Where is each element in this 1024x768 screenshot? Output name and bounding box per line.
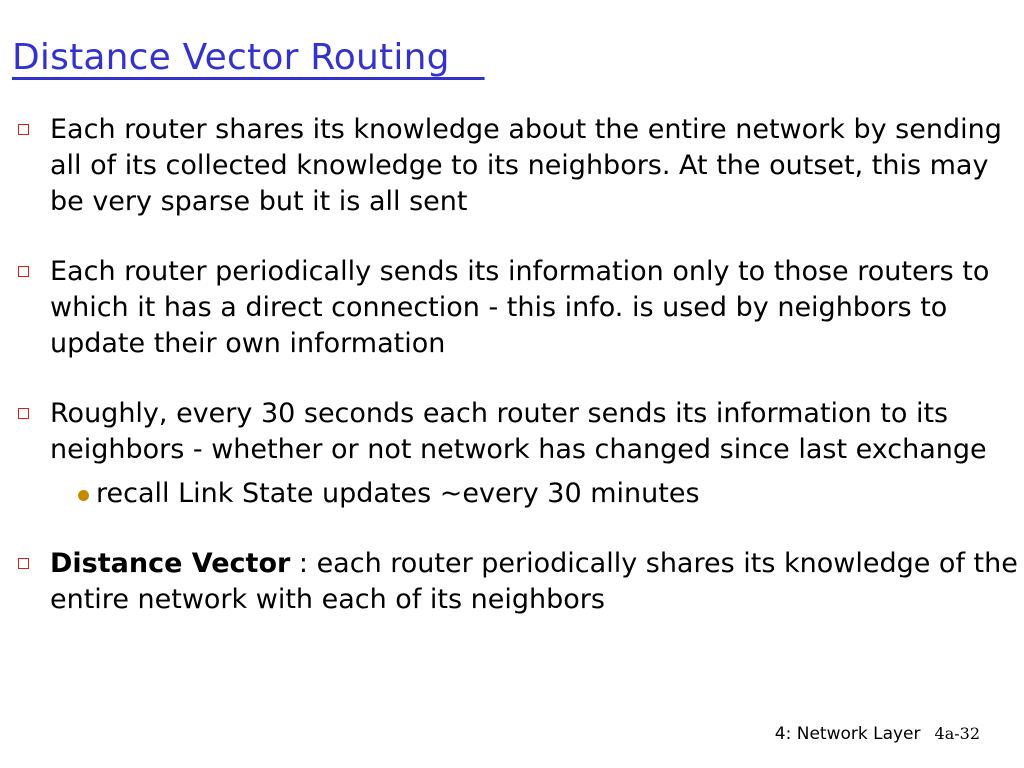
footer-chapter: 4: Network Layer [774,724,921,744]
bullet-item-1 [14,112,1018,220]
bullet-text: Each router periodically sends its information only to those routers to which it has a direct connection - this info. is used by neighbors to update their own information [50,256,990,359]
slide-title: Distance Vector Routing [12,37,485,78]
square-bullet-icon [18,408,29,419]
bullet-list [14,112,1018,618]
sub-bullet-text: recall Link State updates ~every 30 minutes [96,478,700,509]
bullet-text [50,546,1018,618]
bullet-text: Each router shares its knowledge about the entire network by sending all of its collected knowledge to its neighbors. At the outset, this may be very sparse but it is all sent [50,114,1002,217]
footer-page-number: 4a-32 [934,724,980,743]
round-bullet-icon [78,490,89,501]
square-bullet-icon [18,266,29,277]
square-bullet-icon [18,124,29,135]
square-bullet-icon [18,558,29,569]
bullet-text: Roughly, every 30 seconds each router sends its information to its neighbors - whether or not network has changed since last exchange [50,398,987,465]
bullet-item-2 [14,254,1018,362]
term-distance-vector: Distance Vector [50,548,291,579]
sub-bullet-list [50,476,1018,512]
bullet-item-4 [14,546,1018,618]
term-definition: : each router periodically shares its knowledge of the entire network with each of its neighbors [50,548,1018,615]
bullet-item-3 [14,396,1018,512]
sub-bullet-item [50,476,1018,512]
slide-footer [775,724,980,744]
